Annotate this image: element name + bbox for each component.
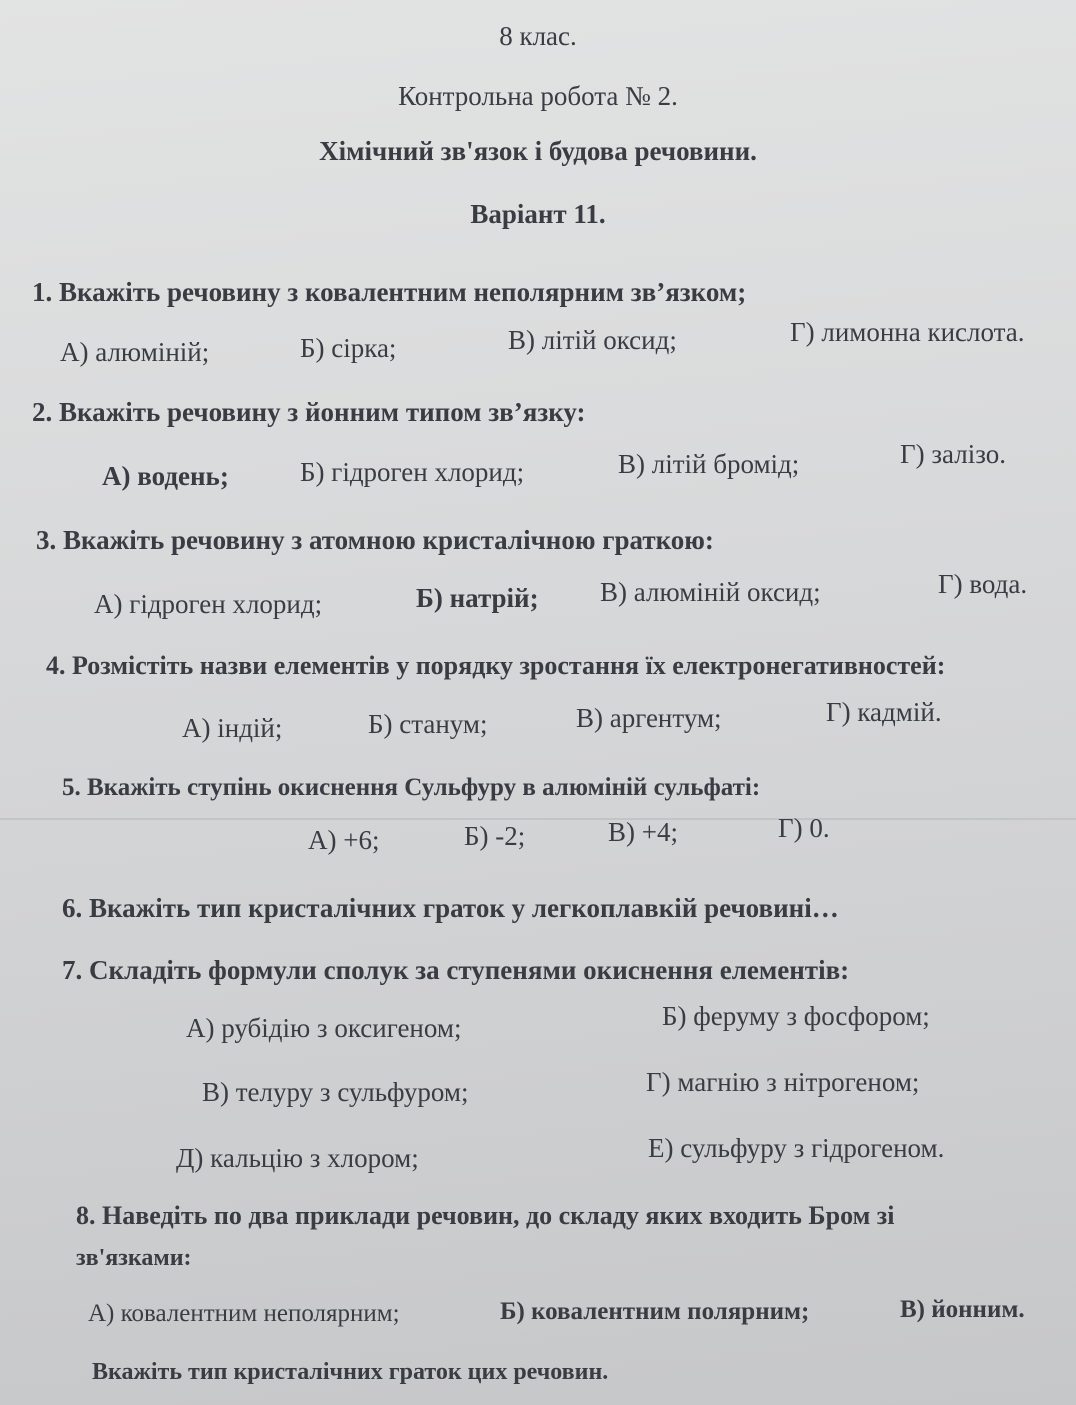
q7-option-e: Д) кальцію з хлором; [176, 1143, 419, 1173]
q4-option-a: А) індій; [182, 713, 283, 743]
q3-option-b: Б) натрій; [416, 583, 539, 613]
test-title: Контрольна робота № 2. [398, 81, 678, 111]
question-2: 2. Вкажіть речовину з йонним типом зв’язку: [32, 397, 586, 427]
q7-option-f: Е) сульфуру з гідрогеном. [648, 1133, 945, 1163]
grade-line: 8 клас. [499, 21, 577, 51]
question-7: 7. Складіть формули сполук за ступенями окиснення елементів: [62, 955, 850, 985]
question-5: 5. Вкажіть ступінь окиснення Сульфуру в алюміній сульфаті: [62, 774, 761, 801]
q4-option-b: Б) станум; [368, 709, 488, 739]
variant-title: Варіант 11. [470, 199, 606, 229]
q2-option-a: А) водень; [102, 461, 229, 491]
topic-title: Хімічний зв'язок і будова речовини. [319, 136, 757, 166]
q4-option-c: В) аргентум; [576, 703, 722, 733]
q4-option-d: Г) кадмій. [826, 697, 942, 727]
q8-option-a: А) ковалентним неполярним; [88, 1300, 400, 1327]
question-1: 1. Вкажіть речовину з ковалентним неполярним зв’язком; [32, 277, 747, 307]
paper-fold-line [0, 818, 1076, 820]
q7-option-d: Г) магнію з нітрогеном; [646, 1067, 920, 1097]
q1-option-c: В) літій оксид; [508, 325, 677, 355]
question-6: 6. Вкажіть тип кристалічних граток у легкоплавкій речовині… [62, 893, 839, 923]
question-8-continuation: зв'язками: [76, 1245, 192, 1271]
q1-option-d: Г) лимонна кислота. [790, 317, 1025, 347]
q7-option-b: Б) феруму з фосфором; [662, 1001, 930, 1031]
q1-option-a: А) алюміній; [60, 337, 210, 367]
q3-option-c: В) алюміній оксид; [600, 577, 821, 607]
question-4: 4. Розмістіть назви елементів у порядку зростання їх електронегативностей: [46, 651, 946, 680]
q2-option-d: Г) залізо. [900, 439, 1006, 469]
q7-option-c: В) телуру з сульфуром; [202, 1077, 469, 1107]
question-8: 8. Наведіть по два приклади речовин, до складу яких входить Бром зі [76, 1201, 895, 1230]
q3-option-d: Г) вода. [938, 569, 1028, 599]
q5-option-c: В) +4; [608, 817, 678, 847]
q5-option-a: А) +6; [308, 825, 380, 855]
q3-option-a: А) гідроген хлорид; [94, 589, 323, 619]
q7-option-a: А) рубідію з оксигеном; [186, 1013, 462, 1043]
q2-option-b: Б) гідроген хлорид; [300, 457, 525, 487]
q5-option-d: Г) 0. [778, 813, 830, 843]
question-8-footer: Вкажіть тип кристалічних граток цих речовин. [92, 1359, 609, 1385]
q2-option-c: В) літій бромід; [618, 449, 800, 479]
q5-option-b: Б) -2; [464, 821, 526, 851]
question-3: 3. Вкажіть речовину з атомною кристалічною граткою: [36, 525, 714, 555]
q8-option-c: В) йонним. [900, 1296, 1025, 1323]
q8-option-b: Б) ковалентним полярним; [500, 1298, 810, 1325]
q1-option-b: Б) сірка; [300, 333, 397, 363]
